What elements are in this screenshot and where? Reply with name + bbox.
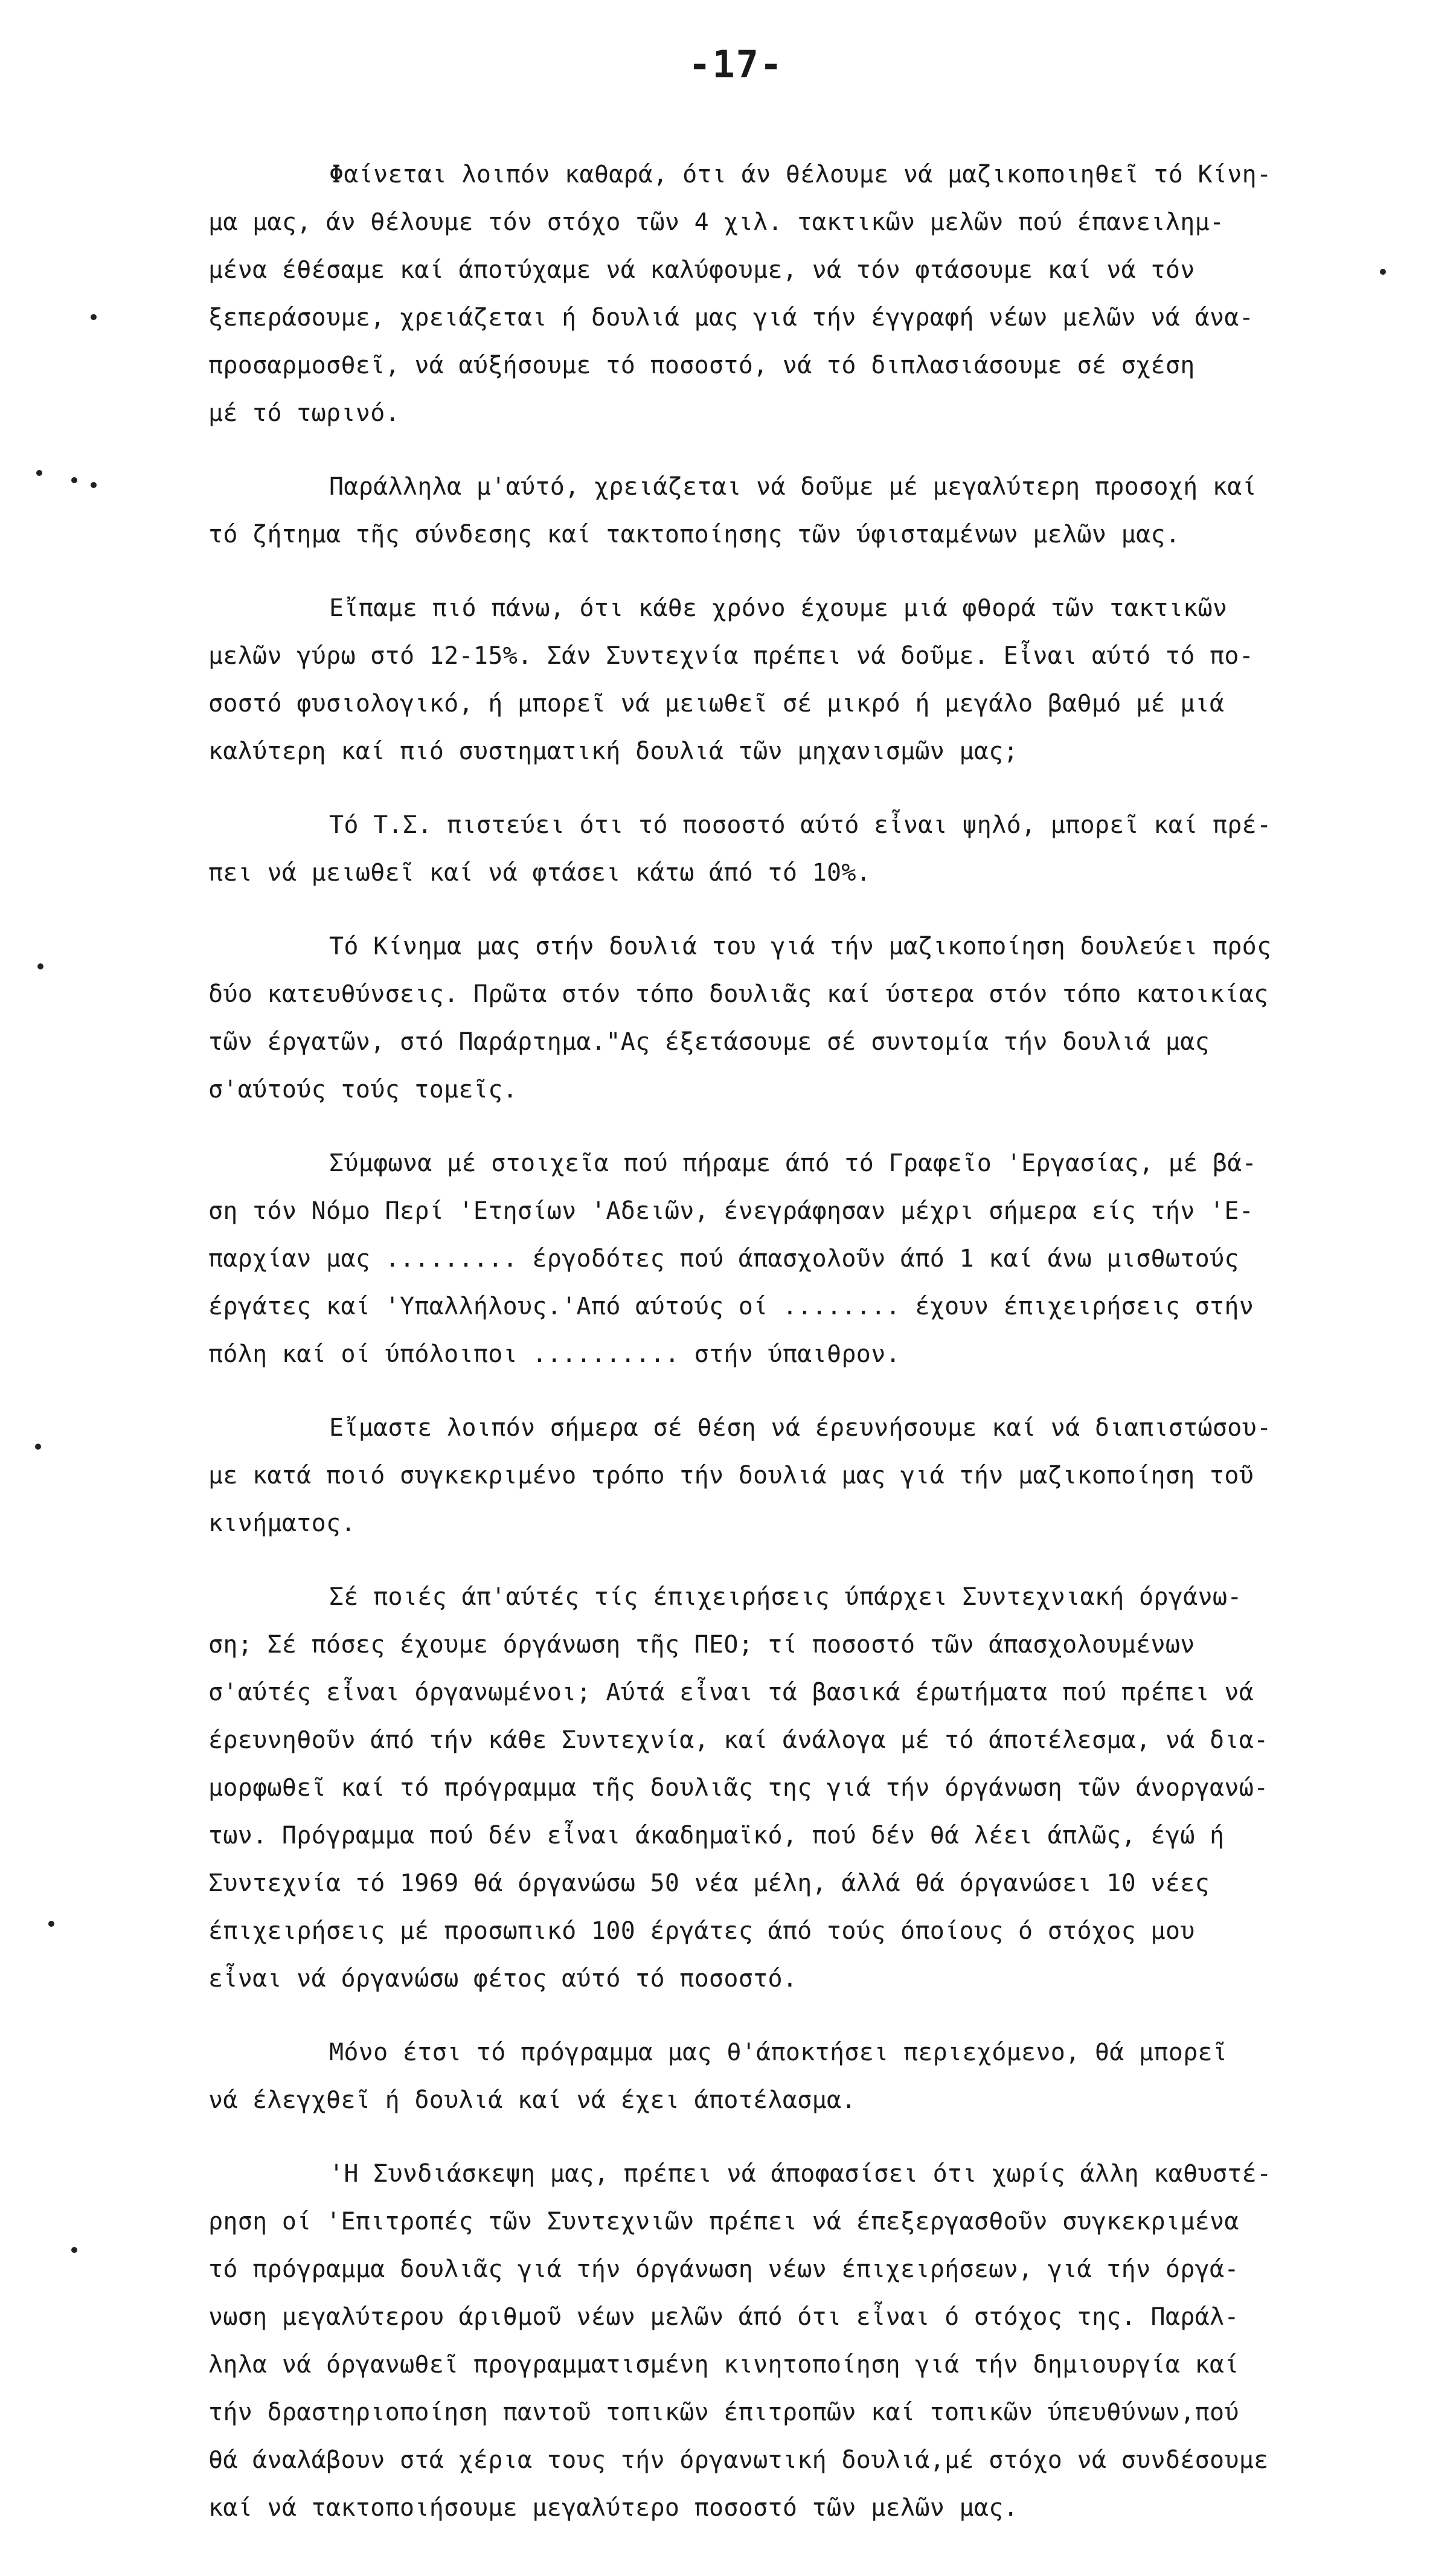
text-line: Σύμφωνα μέ στοιχεῖα πού πήραμε άπό τό Γραφεῖο 'Εργασίας, μέ βά- xyxy=(329,1149,1257,1177)
text-line: κινήματος. xyxy=(208,1509,356,1537)
text-line: Φαίνεται λοιπόν καθαρά, ότι άν θέλουμε νά μαζικοποιηθεῖ τό Κίνη- xyxy=(329,161,1272,188)
margin-dot xyxy=(35,1444,41,1450)
text-line: μα μας, άν θέλουμε τόν στόχο τῶν 4 χιλ. τακτικῶν μελῶν πού έπανειλημ- xyxy=(208,208,1225,236)
text-line: θά άναλάβουν στά χέρια τους τήν όργανωτική δουλιά,μέ στόχο νά συνδέσουμε xyxy=(208,2446,1269,2474)
text-line: Παράλληλα μ'αύτό, χρειάζεται νά δοῦμε μέ μεγαλύτερη προσοχή καί xyxy=(329,473,1257,501)
paragraph-2 xyxy=(208,463,1386,559)
text-line: Σέ ποιές άπ'αύτές τίς έπιχειρήσεις ύπάρχει Συντεχνιακή όργάνω- xyxy=(329,1583,1242,1611)
text-line: προσαρμοσθεῖ, νά αύξήσουμε τό ποσοστό, νά τό διπλασιάσουμε σέ σχέση xyxy=(208,352,1195,379)
text-line: δύο κατευθύνσεις. Πρῶτα στόν τόπο δουλιᾶς καί ύστερα στόν τόπο κατοικίας xyxy=(208,980,1269,1008)
text-line: τό πρόγραμμα δουλιᾶς γιά τήν όργάνωση νέων έπιχειρήσεων, γιά τήν όργά- xyxy=(208,2255,1239,2283)
paragraph-6 xyxy=(208,1140,1386,1378)
margin-dot xyxy=(71,2247,77,2253)
paragraph-4 xyxy=(208,802,1386,897)
text-line: έπιχειρήσεις μέ προσωπικό 100 έργάτες άπό τούς όποίους ό στόχος μου xyxy=(208,1917,1195,1945)
margin-dot xyxy=(91,314,97,320)
text-line: πει νά μειωθεῖ καί νά φτάσει κάτω άπό τό 10%. xyxy=(208,859,871,887)
text-line: σ'αύτές εἶναι όργανωμένοι; Αύτά εἶναι τά βασικά έρωτήματα πού πρέπει νά xyxy=(208,1679,1254,1706)
document-body xyxy=(208,151,1386,2558)
text-line: ρηση οί 'Επιτροπές τῶν Συντεχνιῶν πρέπει νά έπεξεργασθοῦν συγκεκριμένα xyxy=(208,2208,1239,2235)
text-line: Εἴπαμε πιό πάνω, ότι κάθε χρόνο έχουμε μιά φθορά τῶν τακτικῶν xyxy=(329,594,1228,622)
text-line: των. Πρόγραμμα πού δέν εἶναι άκαδημαϊκό, πού δέν θά λέει άπλῶς, έγώ ή xyxy=(208,1822,1225,1849)
text-line: ληλα νά όργανωθεῖ προγραμματισμένη κινητοποίηση γιά τήν δημιουργία καί xyxy=(208,2351,1239,2379)
margin-dot xyxy=(71,477,77,483)
text-line: Τό Κίνημα μας στήν δουλιά του γιά τήν μαζικοποίηση δουλεύει πρός xyxy=(329,933,1272,960)
paragraph-10 xyxy=(208,2150,1386,2532)
margin-dot xyxy=(91,482,97,488)
text-line: Εἴμαστε λοιπόν σήμερα σέ θέση νά έρευνήσουμε καί νά διαπιστώσου- xyxy=(329,1414,1272,1442)
text-line: καί νά τακτοποιήσουμε μεγαλύτερο ποσοστό τῶν μελῶν μας. xyxy=(208,2494,1019,2522)
paragraph-3 xyxy=(208,585,1386,776)
text-line: μορφωθεῖ καί τό πρόγραμμα τῆς δουλιᾶς της γιά τήν όργάνωση τῶν άνοργανώ- xyxy=(208,1774,1269,1802)
text-line: ση; Σέ πόσες έχουμε όργάνωση τῆς ΠΕΟ; τί ποσοστό τῶν άπασχολουμένων xyxy=(208,1631,1195,1659)
paragraph-8 xyxy=(208,1573,1386,2003)
text-line: Συντεχνία τό 1969 θά όργανώσω 50 νέα μέλη, άλλά θά όργανώσει 10 νέες xyxy=(208,1869,1210,1897)
text-line: παρχίαν μας ......... έργοδότες πού άπασχολοῦν άπό 1 καί άνω μισθωτούς xyxy=(208,1245,1239,1273)
margin-dot xyxy=(37,963,43,969)
text-line: Μόνο έτσι τό πρόγραμμα μας θ'άποκτήσει περιεχόμενο, θά μπορεῖ xyxy=(329,2039,1228,2066)
text-line: τήν δραστηριοποίηση παντοῦ τοπικῶν έπιτροπῶν καί τοπικῶν ύπευθύνων,πού xyxy=(208,2399,1239,2426)
text-line: 'Η Συνδιάσκεψη μας, πρέπει νά άποφασίσει ότι χωρίς άλλη καθυστέ- xyxy=(329,2160,1272,2188)
text-line: ση τόν Νόμο Περί 'Ετησίων 'Αδειῶν, ένεγράφησαν μέχρι σήμερα είς τήν 'Ε- xyxy=(208,1197,1254,1225)
text-line: καλύτερη καί πιό συστηματική δουλιά τῶν μηχανισμῶν μας; xyxy=(208,738,1019,765)
text-line: έργάτες καί 'Υπαλλήλους.'Από αύτούς οί ........ έχουν έπιχειρήσεις στήν xyxy=(208,1293,1254,1320)
text-line: ξεπεράσουμε, χρειάζεται ή δουλιά μας γιά τήν έγγραφή νέων μελῶν νά άνα- xyxy=(208,304,1254,332)
text-line: μέ τό τωρινό. xyxy=(208,399,400,427)
paragraph-9 xyxy=(208,2029,1386,2124)
text-line: νωση μεγαλύτερου άριθμοῦ νέων μελῶν άπό ότι εἶναι ό στόχος της. Παράλ- xyxy=(208,2303,1239,2331)
text-line: με κατά ποιό συγκεκριμένο τρόπο τήν δουλιά μας γιά τήν μαζικοποίηση τοῦ xyxy=(208,1462,1254,1489)
page-number: -17- xyxy=(688,42,784,86)
text-line: μένα έθέσαμε καί άποτύχαμε νά καλύφουμε, νά τόν φτάσουμε καί νά τόν xyxy=(208,256,1195,284)
paragraph-1 xyxy=(208,151,1386,437)
text-line: σ'αύτούς τούς τομεῖς. xyxy=(208,1076,518,1104)
text-line: εἶναι νά όργανώσω φέτος αύτό τό ποσοστό. xyxy=(208,1965,798,1993)
text-line: μελῶν γύρω στό 12-15%. Σάν Συντεχνία πρέπει νά δοῦμε. Εἶναι αύτό τό πο- xyxy=(208,642,1254,670)
text-line: πόλη καί οί ύπόλοιποι .......... στήν ύπαιθρον. xyxy=(208,1340,900,1368)
margin-dot xyxy=(48,1921,54,1927)
text-line: τῶν έργατῶν, στό Παράρτημα."Ας έξετάσουμε σέ συντομία τήν δουλιά μας xyxy=(208,1028,1210,1056)
text-line: σοστό φυσιολογικό, ή μπορεῖ νά μειωθεῖ σέ μικρό ή μεγάλο βαθμό μέ μιά xyxy=(208,690,1225,718)
text-line: τό ζήτημα τῆς σύνδεσης καί τακτοποίησης τῶν ύφισταμένων μελῶν μας. xyxy=(208,521,1181,548)
margin-dot xyxy=(36,470,42,476)
text-line: έρευνηθοῦν άπό τήν κάθε Συντεχνία, καί άνάλογα μέ τό άποτέλεσμα, νά δια- xyxy=(208,1726,1269,1754)
text-line: νά έλεγχθεῖ ή δουλιά καί νά έχει άποτέλασμα. xyxy=(208,2086,856,2114)
paragraph-5 xyxy=(208,923,1386,1114)
paragraph-7 xyxy=(208,1404,1386,1547)
text-line: Τό Τ.Σ. πιστεύει ότι τό ποσοστό αύτό εἶναι ψηλό, μπορεῖ καί πρέ- xyxy=(329,811,1272,839)
